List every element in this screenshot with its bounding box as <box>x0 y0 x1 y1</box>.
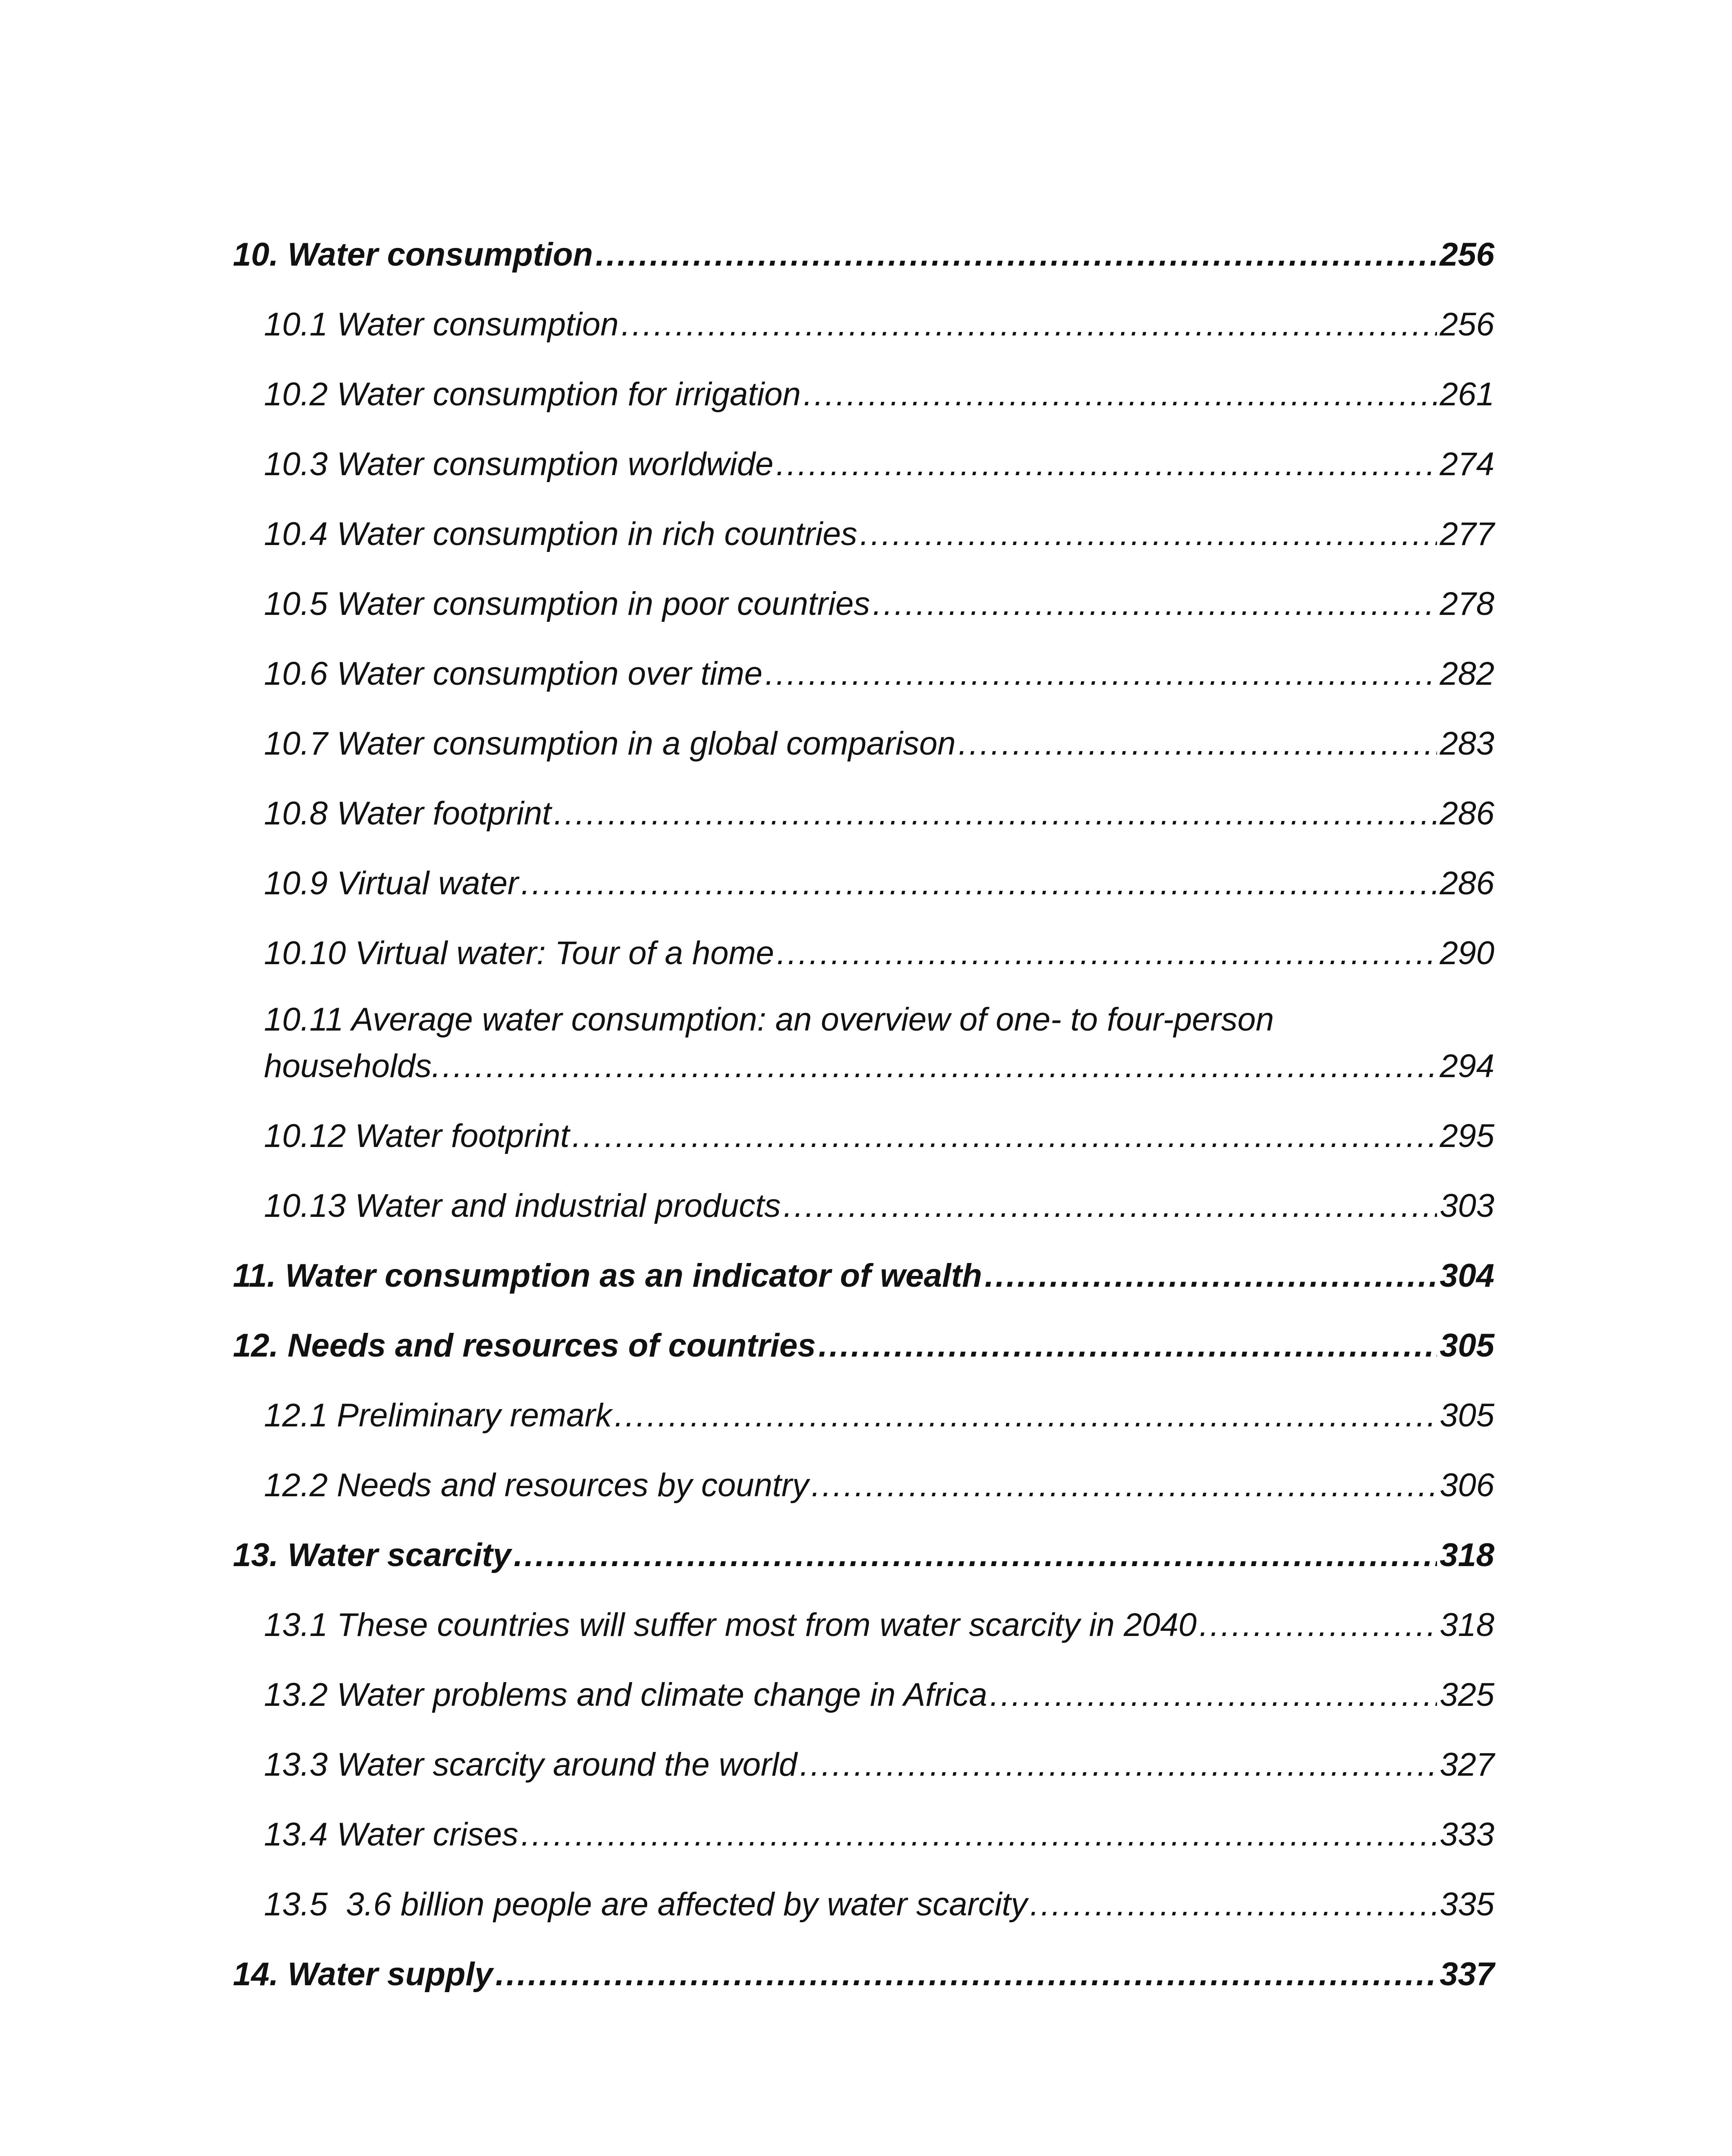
toc-entry-label: 10. Water consumption <box>233 236 593 273</box>
dot-leader <box>615 1397 1437 1434</box>
toc-entry-label: 13.3 Water scarcity around the world <box>264 1746 797 1783</box>
toc-entry-10-4[interactable] <box>233 483 1494 553</box>
toc-entry-10-1[interactable] <box>233 273 1494 343</box>
dot-leader <box>765 655 1437 693</box>
toc-entry-page: 261 <box>1440 376 1494 413</box>
dot-leader <box>621 306 1437 343</box>
toc-entry-page: 333 <box>1440 1816 1494 1853</box>
toc-entry-13-1[interactable] <box>233 1574 1494 1644</box>
toc-entry-10-8[interactable] <box>233 762 1494 832</box>
dot-leader <box>496 1955 1437 1993</box>
toc-entry-13-3[interactable] <box>233 1714 1494 1783</box>
toc-entry-10-12[interactable] <box>233 1085 1494 1155</box>
toc-entry-label: 10.6 Water consumption over time <box>264 655 763 692</box>
toc-entry-page: 283 <box>1440 725 1494 762</box>
dot-leader <box>803 376 1437 413</box>
toc-entry-page: 318 <box>1440 1606 1494 1643</box>
toc-entry-chapter-10[interactable] <box>233 204 1494 273</box>
toc-entry-10-13[interactable] <box>233 1155 1494 1225</box>
dot-leader <box>985 1257 1437 1294</box>
toc-entry-10-5[interactable] <box>233 553 1494 623</box>
toc-entry-label: 12.1 Preliminary remark <box>264 1397 612 1434</box>
table-of-contents <box>233 204 1494 1993</box>
toc-entry-10-2[interactable] <box>233 343 1494 413</box>
dot-leader <box>521 865 1437 902</box>
dot-leader <box>514 1536 1437 1574</box>
toc-entry-page: 256 <box>1440 306 1494 343</box>
toc-entry-page: 290 <box>1440 934 1494 971</box>
toc-entry-page: 256 <box>1440 236 1494 273</box>
toc-entry-10-9[interactable] <box>233 832 1494 902</box>
toc-entry-label: 10.7 Water consumption in a global comparison <box>264 725 956 762</box>
dot-leader <box>860 515 1437 553</box>
dot-leader <box>432 1047 1437 1085</box>
toc-entry-13-4[interactable] <box>233 1783 1494 1853</box>
toc-entry-page: 295 <box>1440 1117 1494 1154</box>
dot-leader <box>554 795 1437 832</box>
toc-entry-chapter-13[interactable] <box>233 1504 1494 1574</box>
toc-entry-label: 10.13 Water and industrial products <box>264 1187 781 1224</box>
dot-leader <box>783 1187 1437 1225</box>
toc-entry-12-1[interactable] <box>233 1364 1494 1434</box>
toc-entry-page: 305 <box>1440 1327 1494 1364</box>
dot-leader <box>1030 1886 1437 1923</box>
dot-leader <box>990 1676 1437 1714</box>
toc-entry-label: 10.12 Water footprint <box>264 1117 570 1154</box>
toc-entry-12-2[interactable] <box>233 1434 1494 1504</box>
toc-entry-label: 10.10 Virtual water: Tour of a home <box>264 934 774 971</box>
toc-entry-label: 12.2 Needs and resources by country <box>264 1467 809 1504</box>
toc-entry-chapter-12[interactable] <box>233 1294 1494 1364</box>
toc-entry-page: 325 <box>1440 1676 1494 1713</box>
toc-entry-label: 10.3 Water consumption worldwide <box>264 445 774 483</box>
dot-leader <box>572 1117 1437 1155</box>
toc-entry-page: 337 <box>1440 1955 1494 1993</box>
dot-leader <box>958 725 1437 762</box>
toc-entry-label: 10.9 Virtual water <box>264 865 519 902</box>
toc-entry-label: 11. Water consumption as an indicator of wealth <box>233 1257 982 1294</box>
dot-leader <box>800 1746 1437 1783</box>
toc-entry-10-10[interactable] <box>233 902 1494 972</box>
toc-entry-label-line2: households <box>264 1047 432 1084</box>
toc-entry-13-2[interactable] <box>233 1644 1494 1714</box>
toc-entry-page: 278 <box>1440 585 1494 622</box>
toc-entry-label: 10.2 Water consumption for irrigation <box>264 376 801 413</box>
dot-leader <box>872 585 1437 623</box>
toc-entry-10-6[interactable] <box>233 623 1494 693</box>
toc-entry-label: 14. Water supply <box>233 1955 493 1993</box>
dot-leader <box>596 236 1437 273</box>
toc-entry-page: 294 <box>1440 1047 1494 1084</box>
toc-entry-page: 277 <box>1440 515 1494 552</box>
toc-entry-chapter-14[interactable] <box>233 1923 1494 1993</box>
dot-leader <box>776 445 1437 483</box>
toc-entry-chapter-11[interactable] <box>233 1225 1494 1294</box>
toc-entry-10-7[interactable] <box>233 693 1494 762</box>
toc-entry-page: 335 <box>1440 1886 1494 1923</box>
toc-entry-page: 282 <box>1440 655 1494 692</box>
toc-entry-label-line1: 10.11 Average water consumption: an overview of one- to four-person <box>264 1001 1274 1038</box>
toc-entry-10-3[interactable] <box>233 413 1494 483</box>
toc-entry-page: 318 <box>1440 1536 1494 1573</box>
dot-leader <box>521 1816 1437 1853</box>
toc-entry-10-11[interactable] <box>233 993 1494 1085</box>
dot-leader <box>811 1467 1437 1504</box>
toc-entry-page: 274 <box>1440 445 1494 483</box>
toc-entry-label: 13. Water scarcity <box>233 1536 511 1573</box>
toc-entry-label: 13.5 3.6 billion people are affected by water scarcity <box>264 1886 1028 1923</box>
toc-entry-label: 12. Needs and resources of countries <box>233 1327 816 1364</box>
dot-leader <box>777 934 1437 972</box>
toc-entry-page: 306 <box>1440 1467 1494 1504</box>
toc-entry-page: 286 <box>1440 865 1494 902</box>
toc-entry-page: 327 <box>1440 1746 1494 1783</box>
toc-entry-label: 10.1 Water consumption <box>264 306 619 343</box>
toc-entry-label: 10.5 Water consumption in poor countries <box>264 585 870 622</box>
dot-leader <box>819 1327 1437 1364</box>
toc-entry-label: 13.2 Water problems and climate change in Africa <box>264 1676 988 1713</box>
toc-entry-label: 10.4 Water consumption in rich countries <box>264 515 857 552</box>
toc-entry-label: 10.8 Water footprint <box>264 795 552 832</box>
toc-entry-page: 286 <box>1440 795 1494 832</box>
toc-entry-page: 303 <box>1440 1187 1494 1224</box>
toc-entry-label: 13.4 Water crises <box>264 1816 518 1853</box>
toc-entry-13-5[interactable] <box>233 1853 1494 1923</box>
toc-entry-page: 304 <box>1440 1257 1494 1294</box>
toc-entry-page: 305 <box>1440 1397 1494 1434</box>
dot-leader <box>1199 1606 1437 1644</box>
toc-entry-label: 13.1 These countries will suffer most from water scarcity in 2040 <box>264 1606 1197 1643</box>
